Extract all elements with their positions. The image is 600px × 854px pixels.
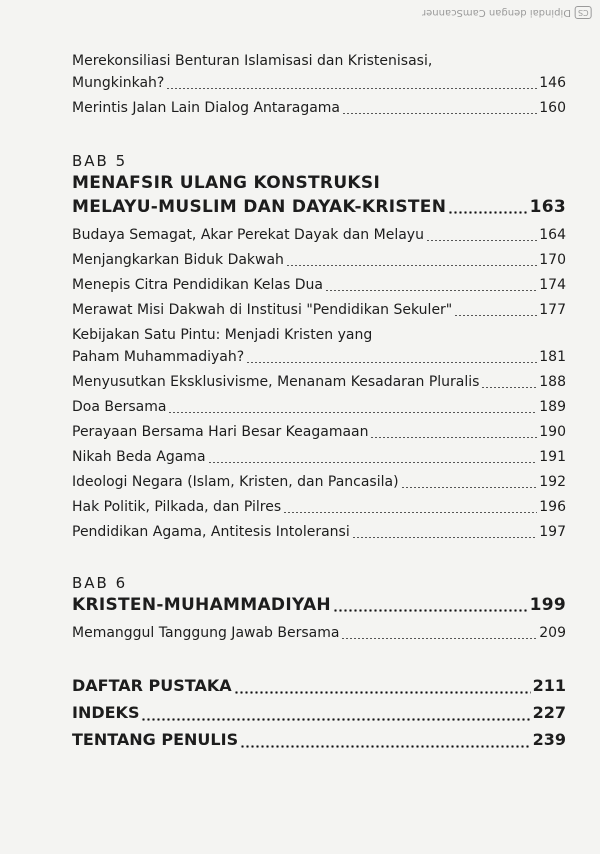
table-of-contents: [72, 50, 566, 753]
dot-leader: [325, 290, 537, 291]
back-matter-entry[interactable]: [72, 672, 566, 699]
toc-entry-title: Budaya Semagat, Akar Perekat Dayak dan Melayu: [72, 227, 424, 243]
dot-leader: [401, 487, 538, 488]
toc-entry-page: 146: [539, 75, 566, 91]
chapter-title-line2: MELAYU-MUSLIM DAN DAYAK-KRISTEN: [72, 197, 447, 217]
toc-entry-title: Paham Muhammadiyah?: [72, 349, 245, 365]
chapter-label-bab6: BAB 6: [72, 574, 128, 592]
toc-entry-page: 170: [539, 252, 566, 268]
toc-entry-page: 164: [539, 227, 566, 243]
toc-entry-page: 190: [539, 424, 566, 440]
toc-entry[interactable]: [72, 471, 566, 493]
chapter-heading-bab6[interactable]: [72, 593, 566, 617]
toc-entry[interactable]: [72, 521, 566, 543]
toc-entry[interactable]: [72, 50, 566, 94]
toc-entry[interactable]: [72, 496, 566, 518]
toc-entry-page: 181: [539, 349, 566, 365]
back-matter-page: 239: [532, 730, 566, 749]
toc-entry-line1: Kebijakan Satu Pintu: Menjadi Kristen yang: [72, 327, 373, 343]
toc-entry-title: Pendidikan Agama, Antitesis Intoleransi: [72, 524, 350, 540]
toc-entry-page: 177: [539, 302, 566, 318]
toc-entry[interactable]: [72, 446, 566, 468]
camscanner-logo-icon: CS: [575, 6, 592, 19]
dot-leader: [370, 437, 537, 438]
toc-entry[interactable]: [72, 97, 566, 119]
back-matter-page: 211: [532, 676, 566, 695]
chapter-label-bab5: BAB 5: [72, 152, 128, 170]
back-matter-entry[interactable]: [72, 726, 566, 753]
dot-leader: [168, 412, 537, 413]
toc-entry-title: Memanggul Tanggung Jawab Bersama: [72, 625, 340, 641]
dot-leader: [342, 113, 537, 114]
watermark-text: Dipindai dengan CamScanner: [422, 7, 572, 18]
toc-entry[interactable]: [72, 224, 566, 246]
toc-entry[interactable]: [72, 421, 566, 443]
chapter-page: 163: [529, 197, 566, 217]
toc-entry-title: Mungkinkah?: [72, 75, 165, 91]
chapter-title-line1: MENAFSIR ULANG KONSTRUKSI: [72, 173, 381, 193]
dot-leader: [208, 462, 538, 463]
toc-entry-line1: Merekonsiliasi Benturan Islamisasi dan Kristenisasi,: [72, 53, 433, 69]
toc-entry-title: Doa Bersama: [72, 399, 167, 415]
chapter-page: 199: [529, 595, 566, 615]
toc-entry-title: Merawat Misi Dakwah di Institusi "Pendidikan Sekuler": [72, 302, 453, 318]
toc-entry[interactable]: [72, 274, 566, 296]
dot-leader: [448, 211, 527, 214]
toc-entry-page: 196: [539, 499, 566, 515]
toc-entry-page: 197: [539, 524, 566, 540]
dot-leader: [352, 537, 538, 538]
dot-leader: [246, 362, 537, 363]
back-matter-title: TENTANG PENULIS: [72, 730, 239, 749]
toc-entry-page: 192: [539, 474, 566, 490]
dot-leader: [341, 638, 537, 639]
back-matter-title: DAFTAR PUSTAKA: [72, 676, 232, 695]
back-matter-title: INDEKS: [72, 703, 140, 722]
toc-entry[interactable]: [72, 249, 566, 271]
scanner-watermark: [422, 6, 592, 19]
toc-entry-title: Hak Politik, Pilkada, dan Pilres: [72, 499, 282, 515]
toc-entry-title: Menepis Citra Pendidikan Kelas Dua: [72, 277, 323, 293]
dot-leader: [333, 609, 528, 612]
back-matter-page: 227: [532, 703, 566, 722]
toc-entry[interactable]: [72, 299, 566, 321]
dot-leader: [286, 265, 537, 266]
toc-entry-title: Nikah Beda Agama: [72, 449, 206, 465]
toc-entry-title: Merintis Jalan Lain Dialog Antaragama: [72, 100, 341, 116]
toc-entry-title: Ideologi Negara (Islam, Kristen, dan Pancasila): [72, 474, 399, 490]
dot-leader: [481, 387, 537, 388]
toc-entry-page: 188: [539, 374, 566, 390]
chapter-heading-bab5[interactable]: [72, 171, 566, 219]
toc-entry[interactable]: [72, 622, 566, 644]
dot-leader: [454, 315, 537, 316]
toc-entry-page: 189: [539, 399, 566, 415]
toc-entry-title: Menyusutkan Eksklusivisme, Menanam Kesadaran Pluralis: [72, 374, 480, 390]
dot-leader: [240, 745, 531, 748]
toc-entry-title: Perayaan Bersama Hari Besar Keagamaan: [72, 424, 369, 440]
chapter-title: KRISTEN-MUHAMMADIYAH: [72, 595, 331, 615]
dot-leader: [166, 88, 537, 89]
dot-leader: [426, 240, 537, 241]
toc-entry[interactable]: [72, 396, 566, 418]
toc-entry[interactable]: [72, 371, 566, 393]
toc-entry-page: 209: [539, 625, 566, 641]
toc-entry-page: 174: [539, 277, 566, 293]
dot-leader: [234, 691, 531, 694]
dot-leader: [141, 718, 530, 721]
toc-entry-title: Menjangkarkan Biduk Dakwah: [72, 252, 284, 268]
back-matter-entry[interactable]: [72, 699, 566, 726]
toc-entry-page: 191: [539, 449, 566, 465]
toc-entry[interactable]: [72, 324, 566, 368]
dot-leader: [283, 512, 537, 513]
toc-entry-page: 160: [539, 100, 566, 116]
